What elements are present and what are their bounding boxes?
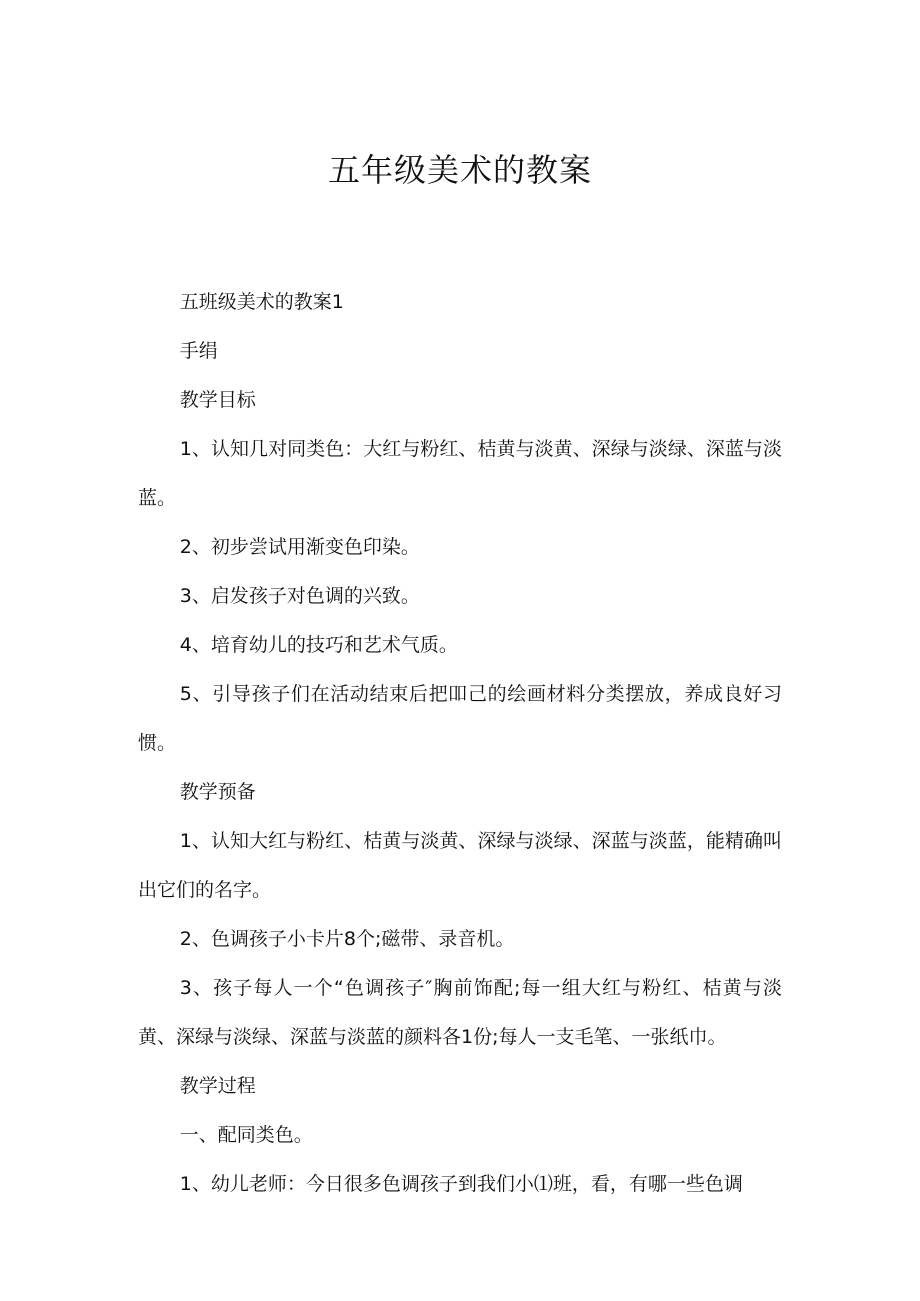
goal-item-2: 2、初步尝试用渐变色印染。 [179,536,420,558]
section-heading-preparation: 教学预备 [179,781,256,803]
prep-item-2: 2、色调孩子小卡片8个;磁带、录音机。 [179,928,515,950]
prep-item-3: 3、孩子每人一个“色调孩子″胸前饰配;每一组大红与粉红、桔黄与淡黄、深绿与淡绿、深蓝与淡蓝的颜料各1份;每人一支毛笔、一张纸巾。 [138,977,782,1048]
section-heading-goals: 教学目标 [179,389,256,411]
prep-item-1: 1、认知大红与粉红、桔黄与淡黄、深绿与淡绿、深蓝与淡蓝，能精确叫出它们的名字。 [138,830,782,901]
lesson-topic: 手绢 [179,340,218,362]
process-step-heading: 一、配同类色。 [179,1124,313,1146]
lesson-heading: 五班级美术的教案1 [179,291,344,313]
goal-item-1: 1、认知几对同类色：大红与粉红、桔黄与淡黄、深绿与淡绿、深蓝与淡蓝。 [138,438,782,509]
goal-item-5: 5、引导孩子们在活动结束后把吅己的绘画材料分类摆放，养成良好习惯。 [138,683,782,754]
document-title: 五年级美术的教案 [327,151,592,189]
document-body [138,278,782,1209]
section-heading-process: 教学过程 [179,1075,256,1097]
goal-item-4: 4、培育幼儿的技巧和艺术气质。 [179,634,458,656]
process-step-1: 1、幼儿老师：今日很多色调孩子到我们小⑴班，看，有哪一些色调 [179,1173,743,1195]
goal-item-3: 3、启发孩子对色调的兴致。 [179,585,420,607]
